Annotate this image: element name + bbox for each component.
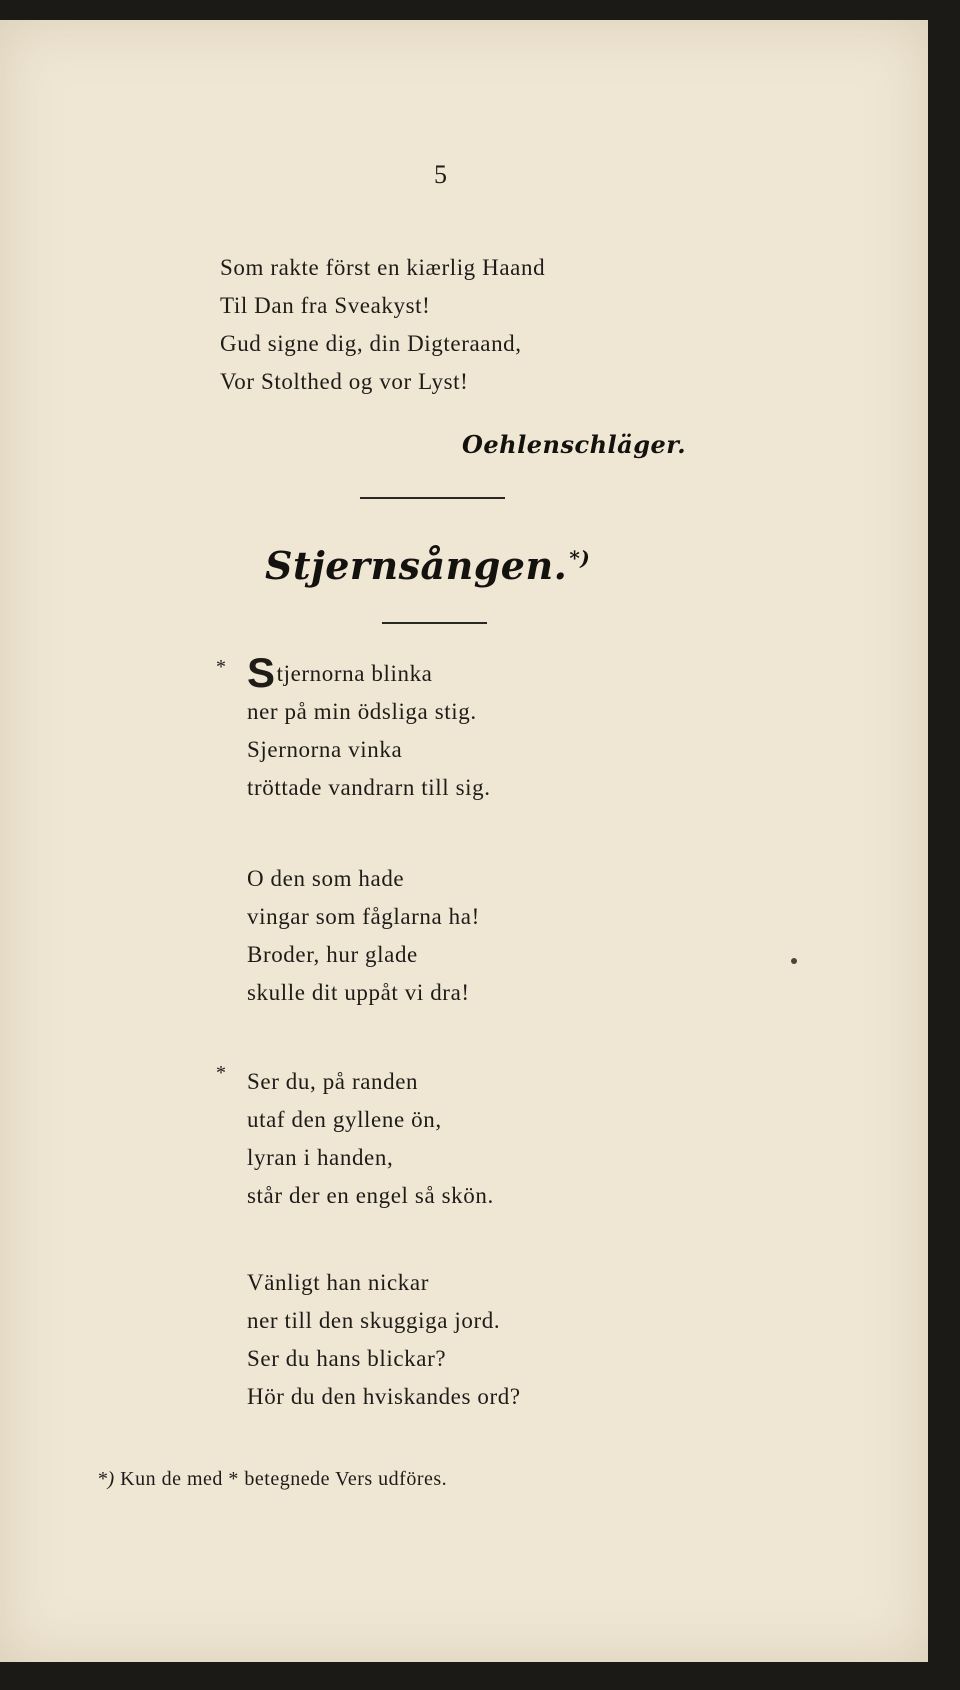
- footnote: [97, 1468, 447, 1491]
- stanza-1: [247, 649, 491, 807]
- verse-line: tröttade vandrarn till sig.: [247, 775, 491, 800]
- verse-line: Broder, hur glade: [247, 942, 418, 967]
- verse-line: Vor Stolthed og vor Lyst!: [220, 369, 469, 394]
- verse-line: Hör du den hviskandes ord?: [247, 1384, 521, 1409]
- verse-line: ner till den skuggiga jord.: [247, 1308, 501, 1333]
- verse-line: Ser du, på randen: [247, 1069, 419, 1094]
- verse-line: Vänligt han nickar: [247, 1270, 429, 1295]
- page-number: 5: [434, 160, 447, 189]
- verse-line: står der en engel så skön.: [247, 1183, 494, 1208]
- verse-line: O den som hade: [247, 866, 405, 891]
- verse-line: ner på min ödsliga stig.: [247, 699, 477, 724]
- poem-title-text: Stjernsången.: [265, 543, 568, 588]
- stanza-4: [247, 1264, 521, 1416]
- verse-line: Ser du hans blickar?: [247, 1346, 447, 1371]
- footnote-text: Kun de med * betegnede Vers udföres.: [120, 1468, 448, 1490]
- divider-rule: [382, 622, 487, 624]
- verse-line: Til Dan fra Sveakyst!: [220, 293, 431, 318]
- author-signature: Oehlenschläger.: [462, 430, 687, 459]
- stanza-2: [247, 860, 480, 1012]
- divider-rule: [360, 497, 505, 499]
- verse-line: utaf den gyllene ön,: [247, 1107, 442, 1132]
- footnote-reference: *): [569, 546, 591, 570]
- poem-title: [265, 543, 590, 588]
- stanza-marker: *: [216, 1062, 226, 1084]
- drop-cap: S: [247, 649, 276, 696]
- paper-spot: [791, 958, 797, 964]
- verse-line: vingar som fåglarna ha!: [247, 904, 480, 929]
- verse-line: Sjernorna vinka: [247, 737, 403, 762]
- verse-line: Som rakte först en kiærlig Haand: [220, 255, 546, 280]
- verse-line: lyran i handen,: [247, 1145, 394, 1170]
- intro-verse: [220, 249, 545, 401]
- stanza-marker: *: [216, 656, 226, 678]
- verse-line: skulle dit uppåt vi dra!: [247, 980, 470, 1005]
- stanza-3: [247, 1063, 494, 1215]
- first-line-rest: tjernorna blinka: [276, 661, 433, 686]
- verse-line: Gud signe dig, din Digteraand,: [220, 331, 522, 356]
- printed-page: [0, 20, 928, 1662]
- footnote-mark: *): [97, 1468, 115, 1490]
- verse-line: [247, 649, 491, 696]
